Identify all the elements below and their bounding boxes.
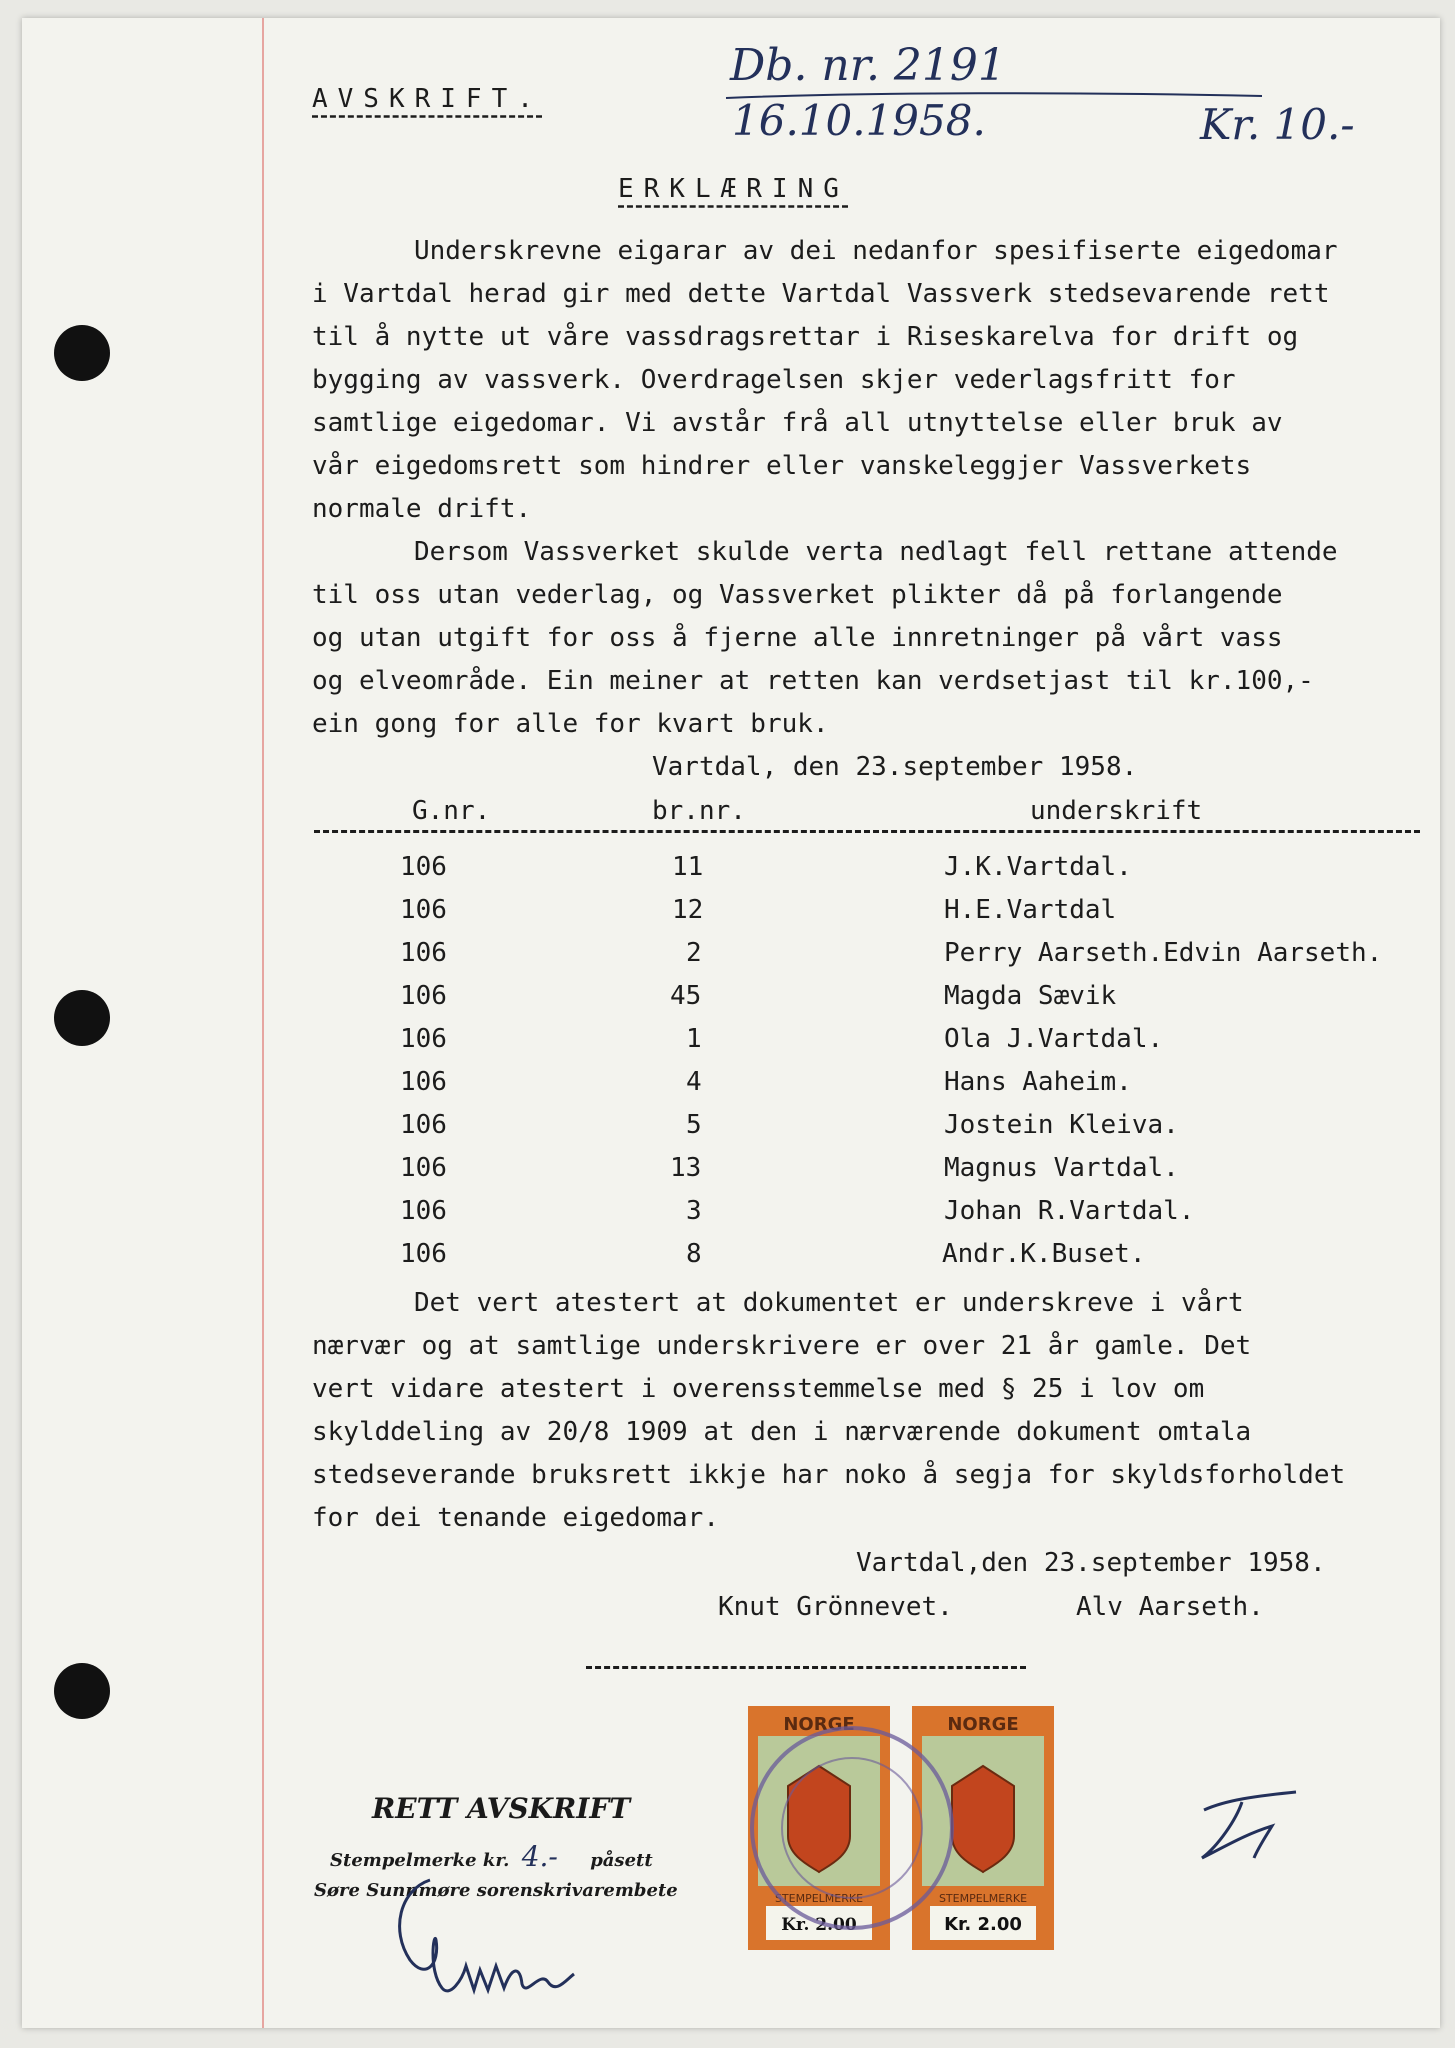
brnr-cell: 1 [686,1024,702,1054]
stamp-label-text: STEMPELMERKE [938,1892,1028,1905]
signature-cell: Ola J.Vartdal. [944,1024,1164,1054]
document-title: ERKLÆRING [618,174,849,204]
stamp-value: Kr. 2.00 [781,1915,857,1935]
brnr-cell: 13 [670,1153,702,1183]
brnr-cell: 45 [670,981,702,1011]
document-page [22,18,1440,2028]
text-line: ein gong for alle for kvart bruk. [312,709,829,739]
text-line: stedseverande bruksrett ikkje har noko å segja for skyldsforholdet [312,1460,1346,1490]
gnr-cell: 106 [400,1153,447,1183]
text-line: skylddeling av 20/8 1909 at den i nærværende dokument omtala [312,1417,1252,1447]
brnr-cell: 3 [686,1196,702,1226]
text-line: samtlige eigedomar. Vi avstår frå all utnyttelse eller bruk av [312,408,1283,438]
court-office-line: Søre Sunnmøre sorenskrivarembete [314,1880,678,1901]
signature-cell: J.K.Vartdal. [944,852,1132,882]
witness-name: Knut Grönnevet. [718,1592,953,1622]
stamp-country: NORGE [783,1714,855,1735]
stamp-fee-prefix: Stempelmerke kr. [330,1850,510,1871]
revenue-stamps [748,1706,1068,1950]
signature-cell: Magnus Vartdal. [944,1153,1179,1183]
gnr-cell: 106 [400,852,447,882]
handwritten-initials [1196,1786,1306,1866]
signature-cell: Perry Aarseth.Edvin Aarseth. [944,938,1383,968]
signature-cell: Jostein Kleiva. [944,1110,1179,1140]
gnr-cell: 106 [400,1196,447,1226]
column-header-brnr: br.nr. [652,796,746,826]
gnr-cell: 106 [400,1024,447,1054]
brnr-cell: 2 [686,938,702,968]
handwritten-underline [724,90,1264,102]
place-date: Vartdal,den 23.september 1958. [856,1548,1326,1578]
column-header-signature: underskrift [1030,796,1203,826]
stamp-fee-suffix: påsett [590,1850,653,1871]
gnr-cell: 106 [400,1067,447,1097]
gnr-cell: 106 [400,1239,447,1269]
stamp-label-text: STEMPELMERKE [774,1892,864,1905]
avskrift-heading: AVSKRIFT. [312,84,543,114]
separator-line [586,1666,1026,1669]
brnr-cell: 4 [686,1067,702,1097]
place-date: Vartdal, den 23.september 1958. [652,752,1138,782]
text-line: normale drift. [312,494,532,524]
certification-line [330,1840,653,1873]
text-line: og elveområde. Ein meiner at retten kan verdsetjast til kr.100,- [312,666,1314,696]
certification-title: RETT AVSKRIFT [372,1792,631,1825]
handwritten-fee-note: Kr. 10.- [1200,100,1355,149]
handwritten-signature [370,1870,590,2010]
text-line: til oss utan vederlag, og Vassverket plikter då på forlangende [312,580,1283,610]
stamp-value: Kr. 2.00 [944,1914,1022,1935]
handwritten-ref-date: 16.10.1958. [732,96,986,145]
text-line: Underskrevne eigarar av dei nedanfor spesifiserte eigedomar [414,236,1338,266]
stamp-fee-amount: 4.- [521,1840,558,1873]
text-line: i Vartdal herad gir med dette Vartdal Vassverk stedsevarende rett [312,279,1330,309]
gnr-cell: 106 [400,1110,447,1140]
witness-name: Alv Aarseth. [1076,1592,1264,1622]
gnr-cell: 106 [400,938,447,968]
handwritten-ref-number: Db. nr. 2191 [730,40,1006,91]
gnr-cell: 106 [400,895,447,925]
text-line: for dei tenande eigedomar. [312,1503,719,1533]
punch-hole [54,990,110,1046]
stamp-country: NORGE [947,1714,1019,1735]
punch-hole [54,325,110,381]
revenue-stamp [912,1706,1054,1950]
signature-cell: Andr.K.Buset. [942,1239,1146,1269]
text-line: bygging av vassverk. Overdragelsen skjer vederlagsfritt for [312,365,1236,395]
text-line: nærvær og at samtlige underskrivere er over 21 år gamle. Det [312,1331,1252,1361]
brnr-cell: 12 [672,895,704,925]
brnr-cell: 5 [686,1110,702,1140]
signature-cell: Magda Sævik [944,981,1117,1011]
table-divider [314,830,1420,833]
text-line: til å nytte ut våre vassdragsrettar i Riseskarelva for drift og [312,322,1299,352]
signature-cell: Hans Aaheim. [944,1067,1132,1097]
brnr-cell: 11 [672,852,704,882]
gnr-cell: 106 [400,981,447,1011]
signature-cell: Johan R.Vartdal. [944,1196,1195,1226]
revenue-stamp [748,1706,890,1950]
margin-rule [262,18,264,2028]
signature-cell: H.E.Vartdal [944,895,1117,925]
text-line: og utan utgift for oss å fjerne alle innretninger på vårt vass [312,623,1283,653]
text-line: vår eigedomsrett som hindrer eller vanskeleggjer Vassverkets [312,451,1252,481]
text-line: Dersom Vassverket skulde verta nedlagt fell rettane attende [414,537,1338,567]
punch-hole [54,1663,110,1719]
text-line: Det vert atestert at dokumentet er underskreve i vårt [414,1288,1244,1318]
text-line: vert vidare atestert i overensstemmelse med § 25 i lov om [312,1374,1205,1404]
column-header-gnr: G.nr. [412,796,491,826]
brnr-cell: 8 [686,1239,702,1269]
